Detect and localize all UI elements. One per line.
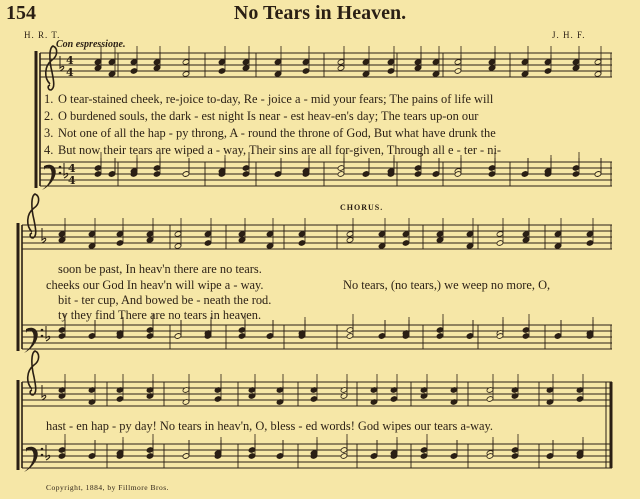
hymn-title: No Tears in Heaven. [233,2,407,24]
lyricist-initials: H. R. T. [24,30,61,40]
system2-line-3: bit - ter cup, And bowed be - neath the rod. [58,293,272,307]
verse-line-1: 1. O tear-stained cheek, re-joice to-day, Re - joice a - mid your fears; The pains of life will [44,92,494,106]
verse-line-2: 2. O burdened souls, the dark - est night Is near - est heav-en's day; The tears up-on our [44,109,479,123]
verse-line-4: 4. But now their tears are wiped a - way, Their sins are all for-given, Through all e - ter - ni- [44,143,502,157]
system2-line-2: cheeks our God In heav'n will wipe a - way. [46,278,264,292]
chorus-label: CHORUS. [340,203,384,212]
chorus-refrain-2: hast - en hap - py day! No tears in heav'n, O, bless - ed words! God wipes our tears a-way. [46,419,494,433]
copyright-notice: Copyright, 1884, by Fillmore Bros. [46,483,170,492]
verse-line-3: 3. Not one of all the hap - py throng, A - round the throne of God, But what have drunk the [44,126,496,140]
chorus-refrain-1: No tears, (no tears,) we weep no more, O, [343,278,551,292]
svg-text:4: 4 [66,54,74,67]
svg-text:4: 4 [68,174,76,187]
tempo-marking: Con espressione. [56,39,126,50]
system2-line-1: soon be past, In heav'n there are no tears. [58,262,262,276]
svg-text:4: 4 [66,66,74,79]
page-number: 154 [6,2,36,24]
system2-line-4: ty they find There are no tears in heaven. [58,308,262,322]
composer-initials: J. H. F. [552,30,586,40]
svg-text:4: 4 [68,162,76,175]
